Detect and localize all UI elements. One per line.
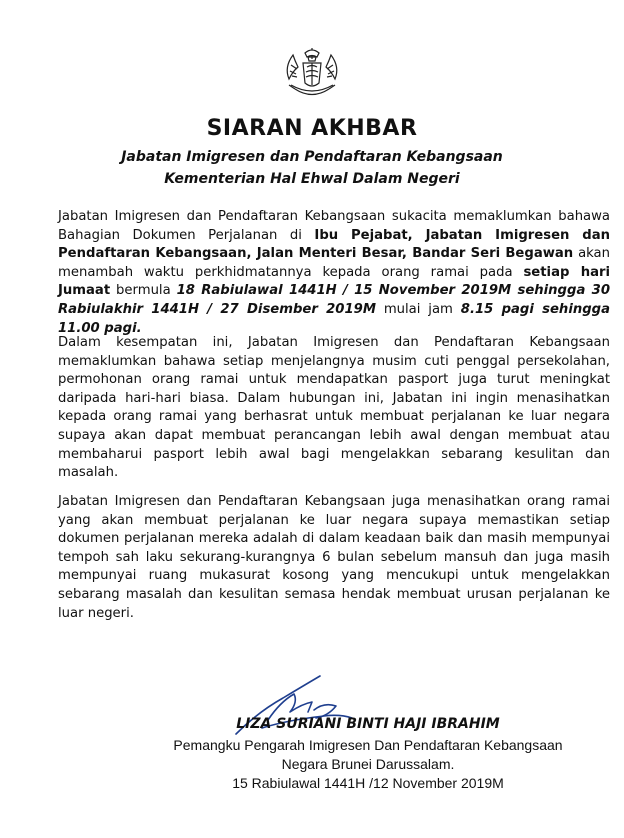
signatory-country: Negara Brunei Darussalam. (281, 756, 455, 772)
signatory-name: LIZA SURIANI BINTI HAJI IBRAHIM (236, 716, 500, 732)
signatory-position: Pemangku Pengarah Imigresen Dan Pendaftaran Kebangsaan (173, 737, 563, 753)
ministry-name: Kementerian Hal Ehwal Dalam Negeri (164, 171, 460, 187)
brunei-crest-icon (281, 45, 343, 103)
paragraph-1-text: bermula (110, 283, 177, 299)
release-date: 15 Rabiulawal 1441H /12 November 2019M (232, 775, 504, 791)
paragraph-1 (58, 208, 610, 338)
page-title: SIARAN AKHBAR (206, 116, 418, 141)
paragraph-1-text: Jabatan Imigresen dan Pendaftaran Kebangsaan sukacita memaklumkan bahawa Bahagian Dokumen Perjalanan di (58, 209, 610, 243)
paragraph-1-text: akan menambah waktu perkhidmatannya kepada orang ramai pada (58, 246, 610, 280)
service-date-range: 18 Rabiulawal 1441H / 15 November 2019M sehingga 30 Rabiulakhir 1441H / 27 Disember 2019M (58, 283, 610, 317)
department-name: Jabatan Imigresen dan Pendaftaran Kebangsaan (121, 149, 503, 165)
paragraph-3: Jabatan Imigresen dan Pendaftaran Kebangsaan juga menasihatkan orang ramai yang akan membuat perjalanan ke luar negara supaya memastikan setiap dokumen perjalanan mereka adalah di dalam keadaan baik dan masih mempunyai tempoh sah laku sekurang-kurangnya 6 bulan sebelum mansuh dan juga masih mempunyai ruang mukasurat kosong yang mencukupi untuk mengelakkan sebarang masalah dan kesulitan semasa hendak membuat urusan perjalanan ke luar negeri. (58, 494, 610, 621)
paragraph-1-text: mulai jam (375, 301, 461, 317)
paragraph-2: Dalam kesempatan ini, Jabatan Imigresen dan Pendaftaran Kebangsaan memaklumkan bahawa setiap menjelangnya musim cuti penggal persekolahan, permohonan orang ramai untuk mendapatkan pasport juga turut meningkat daripada hari-hari biasa. Dalam hubungan ini, Jabatan ini ingin menasihatkan kepada orang ramai yang berhasrat untuk membuat perjalanan ke luar negara supaya akan dapat membuat perancangan lebih awal dengan membuat atau membaharui pasport lebih awal bagi mengelakkan sebarang kesulitan dan masalah. (58, 335, 610, 481)
office-location: Ibu Pejabat, Jabatan Imigresen dan Pendaftaran Kebangsaan, Jalan Menteri Besar, Bandar Seri Begawan (58, 227, 611, 262)
service-day: setiap hari Jumaat (58, 264, 610, 299)
service-hours: 8.15 pagi sehingga 11.00 pagi. (58, 301, 611, 336)
